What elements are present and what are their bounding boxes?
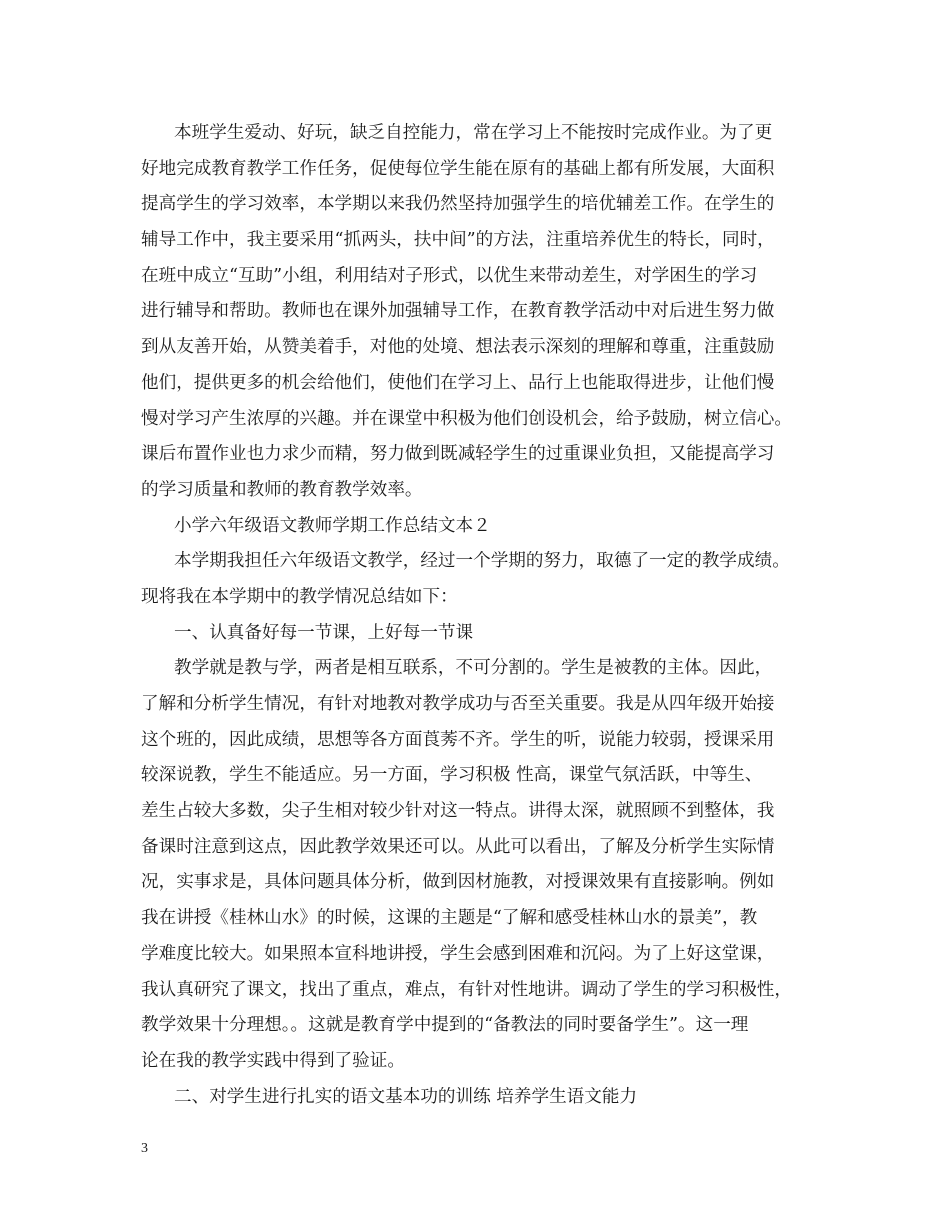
text-line: 一、认真备好每一节课，上好每一节课 (174, 622, 474, 643)
text-line: 教学效果十分理想。。这就是教育学中提到的“备教法的同时要备学生”。这一理 (141, 1015, 749, 1036)
text-line: 教学就是教与学，两者是相互联系，不可分割的。学生是被教的主体。因此， (174, 658, 773, 679)
text-line: 本学期我担任六年级语文教学，经过一个学期的努力，取德了一定的教学成绩。 (174, 551, 790, 572)
text-line: 论在我的教学实践中得到了验证。 (141, 1050, 405, 1071)
text-line: 较深说教，学生不能适应。另一方面，学习积极 性高，课堂气氛活跃，中等生、 (141, 765, 763, 786)
text-line: 了解和分析学生情况，有针对地教对教学成功与否至关重要。我是从四年级开始接 (141, 694, 775, 714)
text-line: 课后布置作业也力求少而精，努力做到既减轻学生的过重课业负担，又能提高学习 (141, 444, 775, 465)
text-line: 好地完成教育教学工作任务，促使每位学生能在原有的基础上都有所发展，大面积 (141, 158, 775, 179)
document-body (141, 116, 821, 1115)
text-line: 辅导工作中，我主要采用“抓两头，扶中间”的方法，注重培养优生的特长，同时， (141, 230, 775, 251)
text-line: 提高学生的学习效率，本学期以来我仍然坚持加强学生的培优辅差工作。在学生的 (141, 194, 775, 215)
text-line: 慢对学习产生浓厚的兴趣。并在课堂中积极为他们创设机会，给予鼓励，树立信心。 (141, 408, 792, 429)
text-line: 小学六年级语文教师学期工作总结文本２ (174, 515, 491, 536)
page-number: 3 (141, 1141, 148, 1156)
text-line: 我认真研究了课文，找出了重点，难点，有针对性地讲。调动了学生的学习积极性， (141, 979, 792, 1000)
text-line: 到从友善开始，从赞美着手，对他的处境、想法表示深刻的理解和尊重，注重鼓励 (141, 337, 775, 358)
text-line: 现将我在本学期中的教学情况总结如下： (141, 586, 458, 607)
text-line: 他们，提供更多的机会给他们，使他们在学习上、品行上也能取得进步，让他们慢 (141, 372, 775, 393)
text-line: 本班学生爱动、好玩，缺乏自控能力，常在学习上不能按时完成作业。为了更 (174, 123, 773, 143)
text-line: 的学习质量和教师的教育教学效率。 (141, 479, 423, 500)
text-line: 二、对学生进行扎实的语文基本功的训练 培养学生语文能力 (174, 1086, 638, 1107)
text-line: 差生占较大多数，尖子生相对较少针对这一特点。讲得太深，就照顾不到整体，我 (141, 801, 775, 822)
text-line: 这个班的，因此成绩，思想等各方面莨莠不齐。学生的听，说能力较弱，授课采用 (141, 729, 775, 750)
text-line: 况，实事求是，具体问题具体分析，做到因材施教，对授课效果有直接影响。例如 (141, 872, 775, 893)
text-line: 在班中成立“互助”小组，利用结对子形式，以优生来带动差生，对学困生的学习 (141, 265, 758, 286)
text-line: 进行辅导和帮助。教师也在课外加强辅导工作，在教育教学活动中对后进生努力做 (141, 301, 775, 322)
text-line: 学难度比较大。如果照本宣科地讲授，学生会感到困难和沉闷。为了上好这堂课， (141, 943, 775, 964)
text-line: 备课时注意到这点，因此教学效果还可以。从此可以看出，了解及分析学生实际情 (141, 836, 775, 857)
text-line: 我在讲授《桂林山水》的时候，这课的主题是“了解和感受桂林山水的景美”，教 (141, 908, 758, 929)
